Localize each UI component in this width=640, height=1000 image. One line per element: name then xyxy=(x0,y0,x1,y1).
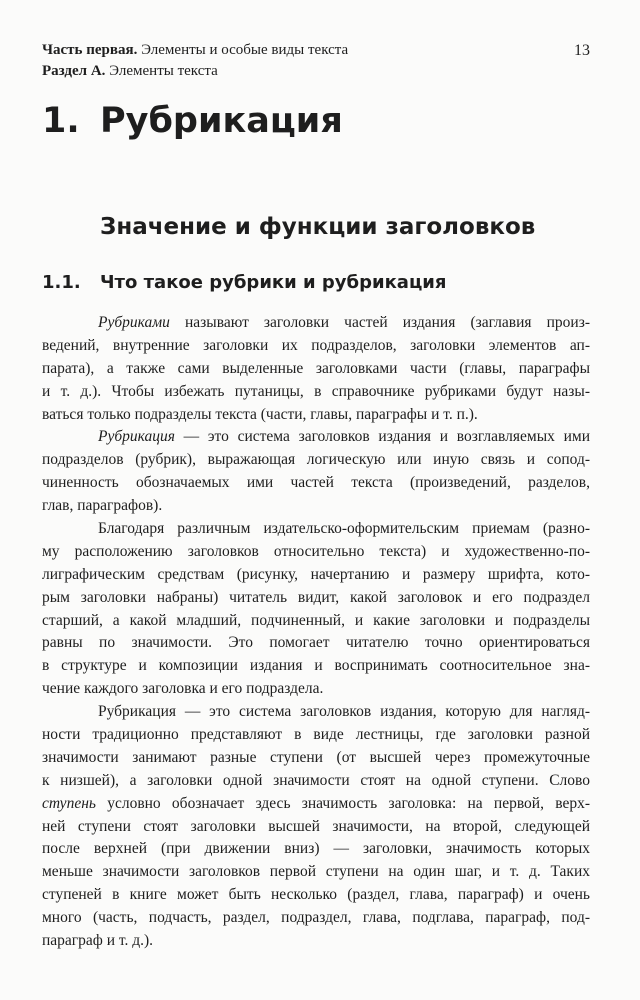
subsection-number: 1.1. xyxy=(42,272,81,293)
body-text xyxy=(42,312,590,953)
line-text: лиграфическим средствам (рисунку, начертанию и размеру шрифта, кото- xyxy=(42,565,590,583)
paragraph-line xyxy=(42,381,590,404)
emphasized-term: Рубриками xyxy=(98,314,170,331)
paragraph-line xyxy=(42,701,590,724)
paragraph-line xyxy=(42,724,590,747)
line-text: ности традиционно представляют в виде лестницы, где заголовки разной xyxy=(42,726,590,744)
paragraph-line xyxy=(42,610,590,633)
line-text: ней ступени стоят заголовки высшей значимости, на второй, следующей xyxy=(42,817,590,835)
line-text: условно обозначает здесь значимость заголовка: на первой, верх- xyxy=(95,794,590,812)
emphasized-term: ступень xyxy=(42,794,96,812)
paragraph-line xyxy=(42,632,590,655)
header-section-label: Раздел А. xyxy=(42,63,106,79)
line-text: Благодаря различным издательско-оформительским приемам (разно- xyxy=(98,520,590,538)
line-text: ступеней в книге может быть несколько (раздел, глава, параграф) и очень xyxy=(42,886,590,904)
paragraph-line xyxy=(42,655,590,678)
header-part-line xyxy=(42,40,590,61)
line-text: и т. д.). Чтобы избежать путаницы, в справочнике рубриками будут назы- xyxy=(42,382,590,400)
paragraph-line xyxy=(42,495,590,518)
paragraph-line xyxy=(42,518,590,541)
paragraph-line xyxy=(42,930,590,953)
line-text: равны по значимости. Это помогает читателю точно ориентироваться xyxy=(42,634,590,652)
paragraph-line xyxy=(42,816,590,839)
subsection-title: Что такое рубрики и рубрикация xyxy=(100,272,447,293)
line-text: подразделов (рубрик), выражающая логическую или иную связь и сопод- xyxy=(42,451,590,469)
paragraph-line xyxy=(42,587,590,610)
line-text: параграф и т. д.). xyxy=(42,932,154,950)
line-text: значимости занимают разные ступени (от высшей через промежуточные xyxy=(42,748,590,766)
paragraph-line xyxy=(42,678,590,701)
paragraph-line xyxy=(42,335,590,358)
line-text: ведений, внутренние заголовки их подразделов, заголовки элементов ап- xyxy=(42,336,590,354)
paragraph-line xyxy=(42,426,590,449)
line-text: в структуре и композиции издания и воспринимать соотносительное зна- xyxy=(42,657,590,675)
paragraph-line xyxy=(42,449,590,472)
emphasized-term: Рубрикация xyxy=(98,428,175,446)
page-number: 13 xyxy=(574,42,590,59)
header-part-label: Часть первая. xyxy=(42,42,138,58)
paragraph-line xyxy=(42,564,590,587)
line-text: Рубрикация — это система заголовков издания, которую для нагляд- xyxy=(98,703,590,721)
paragraph-line xyxy=(42,838,590,861)
chapter-number: 1. xyxy=(42,101,80,141)
header-section-line xyxy=(42,61,590,82)
chapter-heading xyxy=(42,100,343,142)
paragraph-line xyxy=(42,907,590,930)
paragraph-line xyxy=(42,884,590,907)
line-text: много (часть, подчасть, раздел, подраздел, глава, подглава, параграф, под- xyxy=(42,909,590,927)
line-text: чиненность обозначаемых ими частей текста (произведений, разделов, xyxy=(42,474,590,492)
line-text: после верхней (при движении вниз) — заголовки, значимость которых xyxy=(42,840,590,858)
line-text: меньше значимости заголовков первой ступени на один шаг, и т. д. Таких xyxy=(42,863,590,881)
line-text: — это система заголовков издания и возглавляемых ими xyxy=(174,428,590,446)
header-part-title: Элементы и особые виды текста xyxy=(141,42,349,58)
paragraph-line xyxy=(42,541,590,564)
subsection-heading xyxy=(42,271,446,295)
header-section-title: Элементы текста xyxy=(109,63,218,79)
paragraph-line xyxy=(42,861,590,884)
section-heading: Значение и функции заголовков xyxy=(100,214,536,240)
paragraph-line xyxy=(42,747,590,770)
paragraph-line xyxy=(42,404,590,427)
line-text: чение каждого заголовка и его подраздела. xyxy=(42,680,324,698)
line-text: называют заголовки частей издания (заглавия произ- xyxy=(169,314,590,331)
paragraph-line xyxy=(42,793,590,816)
line-text: рым заголовки набраны) читатель видит, какой заголовок и его подраздел xyxy=(42,588,590,606)
paragraph-line xyxy=(42,770,590,793)
running-header xyxy=(42,40,590,82)
line-text: му расположению заголовков относительно текста) и художественно-по- xyxy=(42,542,590,560)
paragraph-line xyxy=(42,358,590,381)
paragraph-line xyxy=(42,472,590,495)
chapter-title: Рубрикация xyxy=(100,101,343,141)
line-text: ваться только подразделы текста (части, главы, параграфы и т. п.). xyxy=(42,405,478,423)
line-text: старший, а какой младший, подчиненный, и какие заголовки и подразделы xyxy=(42,611,590,629)
line-text: к низшей), а заголовки одной значимости стоят на одной ступени. Слово xyxy=(42,771,590,789)
line-text: глав, параграфов). xyxy=(42,497,163,515)
paragraph-line xyxy=(42,312,590,335)
line-text: парата), а также сами выделенные заголовками части (главы, параграфы xyxy=(42,359,590,377)
